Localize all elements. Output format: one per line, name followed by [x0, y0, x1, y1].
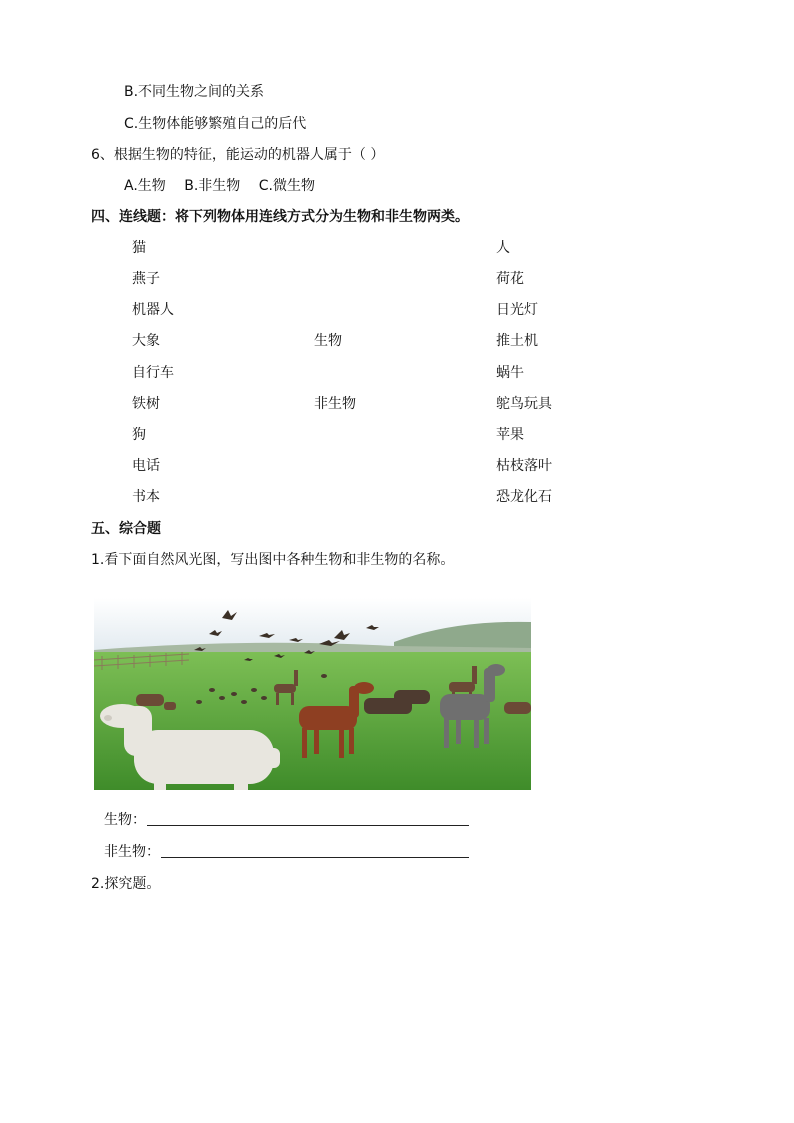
right-item: 日光灯	[496, 302, 538, 318]
question-6: 6、根据生物的特征，能运动的机器人属于（ ）	[91, 147, 385, 163]
question-5-2: 2.探究题。	[91, 876, 161, 892]
living-label: 生物：	[104, 812, 146, 828]
left-item: 自行车	[132, 365, 174, 381]
nonliving-answer-line[interactable]	[161, 857, 469, 858]
choice-a: A.生物	[124, 178, 166, 194]
choice-b: B.非生物	[184, 178, 241, 194]
section-5-title: 五、综合题	[91, 521, 161, 537]
choice-c: C.微生物	[258, 178, 315, 194]
option-c: C.生物体能够繁殖自己的后代	[124, 116, 307, 132]
right-item: 人	[496, 240, 510, 256]
category-nonliving: 非生物	[314, 396, 356, 412]
right-item: 荷花	[496, 271, 524, 287]
landscape-photo	[94, 598, 531, 790]
left-item: 书本	[132, 489, 160, 505]
question-5-1: 1.看下面自然风光图，写出图中各种生物和非生物的名称。	[91, 552, 455, 568]
left-item: 铁树	[132, 396, 160, 412]
left-item: 狗	[132, 427, 146, 443]
nonliving-label: 非生物：	[104, 844, 160, 860]
right-item: 蜗牛	[496, 365, 524, 381]
right-item: 恐龙化石	[496, 489, 552, 505]
section-4-title: 四、连线题：将下列物体用连线方式分为生物和非生物两类。	[91, 209, 469, 225]
right-item: 鸵鸟玩具	[496, 396, 552, 412]
left-item: 猫	[132, 240, 146, 256]
alpaca-white-nose	[104, 715, 112, 721]
left-item: 电话	[132, 458, 160, 474]
right-item: 推土机	[496, 333, 538, 349]
category-living: 生物	[314, 333, 342, 349]
right-item: 枯枝落叶	[496, 458, 552, 474]
question-6-choices	[124, 177, 329, 195]
left-item: 机器人	[132, 302, 174, 318]
left-item: 大象	[132, 333, 160, 349]
right-item: 苹果	[496, 427, 524, 443]
option-b: B.不同生物之间的关系	[124, 84, 265, 100]
left-item: 燕子	[132, 271, 160, 287]
living-answer-line[interactable]	[147, 825, 469, 826]
